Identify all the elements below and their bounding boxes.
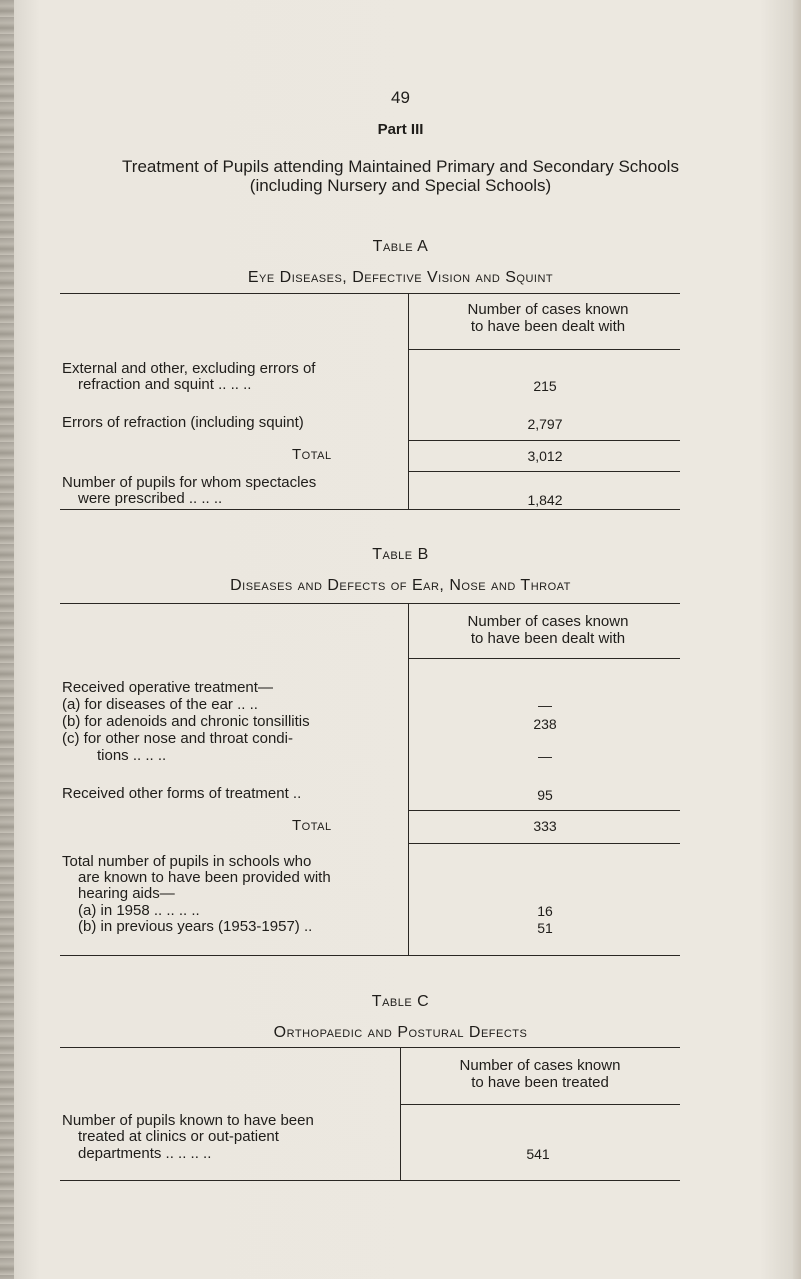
table-c-column-divider — [400, 1047, 401, 1180]
table-b-header-rule — [408, 658, 680, 659]
table-c-header — [410, 1057, 670, 1091]
title-line-2: (including Nursery and Special Schools) — [249, 176, 552, 195]
table-b-label: Table B — [372, 546, 429, 563]
table-c-header-line-2: to have been treated — [471, 1074, 609, 1091]
table-b-operative-nose-line-1: (c) for other nose and throat condi- — [62, 730, 293, 747]
table-b-total-label: Total — [292, 817, 332, 834]
table-b-aids-previous: (b) in previous years (1953-1957) .. — [78, 918, 313, 935]
table-b-other-treatment: Received other forms of treatment .. — [62, 785, 302, 802]
table-a-total-rule — [408, 440, 680, 441]
table-b-header — [418, 613, 678, 647]
table-a-header — [418, 301, 678, 335]
title-line-1: Treatment of Pupils attending Maintained Primary and Secondary Schools — [122, 157, 679, 176]
part-heading: Part III — [377, 121, 424, 138]
table-b-total-rule — [408, 810, 680, 811]
table-a-value-refraction: 2,797 — [527, 416, 563, 432]
table-b-operative-ear: (a) for diseases of the ear .. .. — [62, 696, 258, 713]
table-b-header-line-1: Number of cases known — [467, 613, 629, 630]
table-a-top-rule — [60, 293, 680, 294]
table-b-column-divider — [408, 603, 409, 955]
table-b-header-line-2: to have been dealt with — [470, 630, 626, 647]
table-c-header-rule — [400, 1104, 680, 1105]
table-a-row-spectacles-line-1: Number of pupils for whom spectacles — [62, 474, 317, 491]
table-b-value-nose: — — [538, 748, 552, 764]
table-a-header-line-2: to have been dealt with — [470, 318, 626, 335]
table-a-row-external-line-1: External and other, excluding errors of — [62, 360, 316, 377]
table-a-column-divider — [408, 293, 409, 509]
table-a-total-value: 3,012 — [527, 448, 563, 464]
table-b-post-total-rule — [408, 843, 680, 844]
table-a-row-refraction: Errors of refraction (including squint) — [62, 414, 304, 431]
table-c-value: 541 — [526, 1146, 550, 1162]
table-c-bottom-rule — [60, 1180, 680, 1181]
table-c-header-line-1: Number of cases known — [459, 1057, 621, 1074]
document-title — [0, 157, 801, 195]
table-b-subtitle: Diseases and Defects of Ear, Nose and Throat — [230, 577, 571, 594]
table-b-operative-adenoids: (b) for adenoids and chronic tonsillitis — [62, 713, 310, 730]
table-b-aids-line-3: hearing aids— — [78, 885, 175, 902]
page-number: 49 — [391, 88, 410, 107]
table-b-value-other: 95 — [537, 787, 553, 803]
table-b-value-aids-previous: 51 — [537, 920, 553, 936]
table-a-value-external: 215 — [533, 378, 557, 394]
table-b-operative-nose-line-2: tions .. .. .. — [97, 747, 167, 764]
table-b-top-rule — [60, 603, 680, 604]
table-a-bottom-rule — [60, 509, 680, 510]
table-b-aids-line-2: are known to have been provided with — [78, 869, 331, 886]
table-a-label: Table A — [372, 238, 429, 255]
table-c-row-line-3: departments .. .. .. .. — [78, 1145, 212, 1162]
table-c-row-line-1: Number of pupils known to have been — [62, 1112, 314, 1129]
table-b-bottom-rule — [60, 955, 680, 956]
table-a-value-spectacles: 1,842 — [527, 492, 563, 508]
table-b-operative-heading: Received operative treatment— — [62, 679, 273, 696]
table-a-row-external-line-2: refraction and squint .. .. .. — [78, 376, 252, 393]
table-c-top-rule — [60, 1047, 680, 1048]
table-a-post-total-rule — [408, 471, 680, 472]
table-b-aids-line-1: Total number of pupils in schools who — [62, 853, 312, 870]
table-b-total-value: 333 — [533, 818, 557, 834]
table-b-aids-1958: (a) in 1958 .. .. .. .. — [78, 902, 200, 919]
table-a-row-spectacles-line-2: were prescribed .. .. .. — [78, 490, 223, 507]
table-b-value-adenoids: 238 — [533, 716, 557, 732]
table-c-subtitle: Orthopaedic and Postural Defects — [273, 1024, 528, 1041]
table-a-total-label: Total — [292, 446, 332, 463]
table-b-value-aids-1958: 16 — [537, 903, 553, 919]
table-c-label: Table C — [371, 993, 430, 1010]
table-a-header-line-1: Number of cases known — [467, 301, 629, 318]
table-a-subtitle: Eye Diseases, Defective Vision and Squint — [247, 269, 554, 286]
table-c-row-line-2: treated at clinics or out-patient — [78, 1128, 279, 1145]
table-b-value-ear: — — [538, 697, 552, 713]
table-a-header-rule — [408, 349, 680, 350]
